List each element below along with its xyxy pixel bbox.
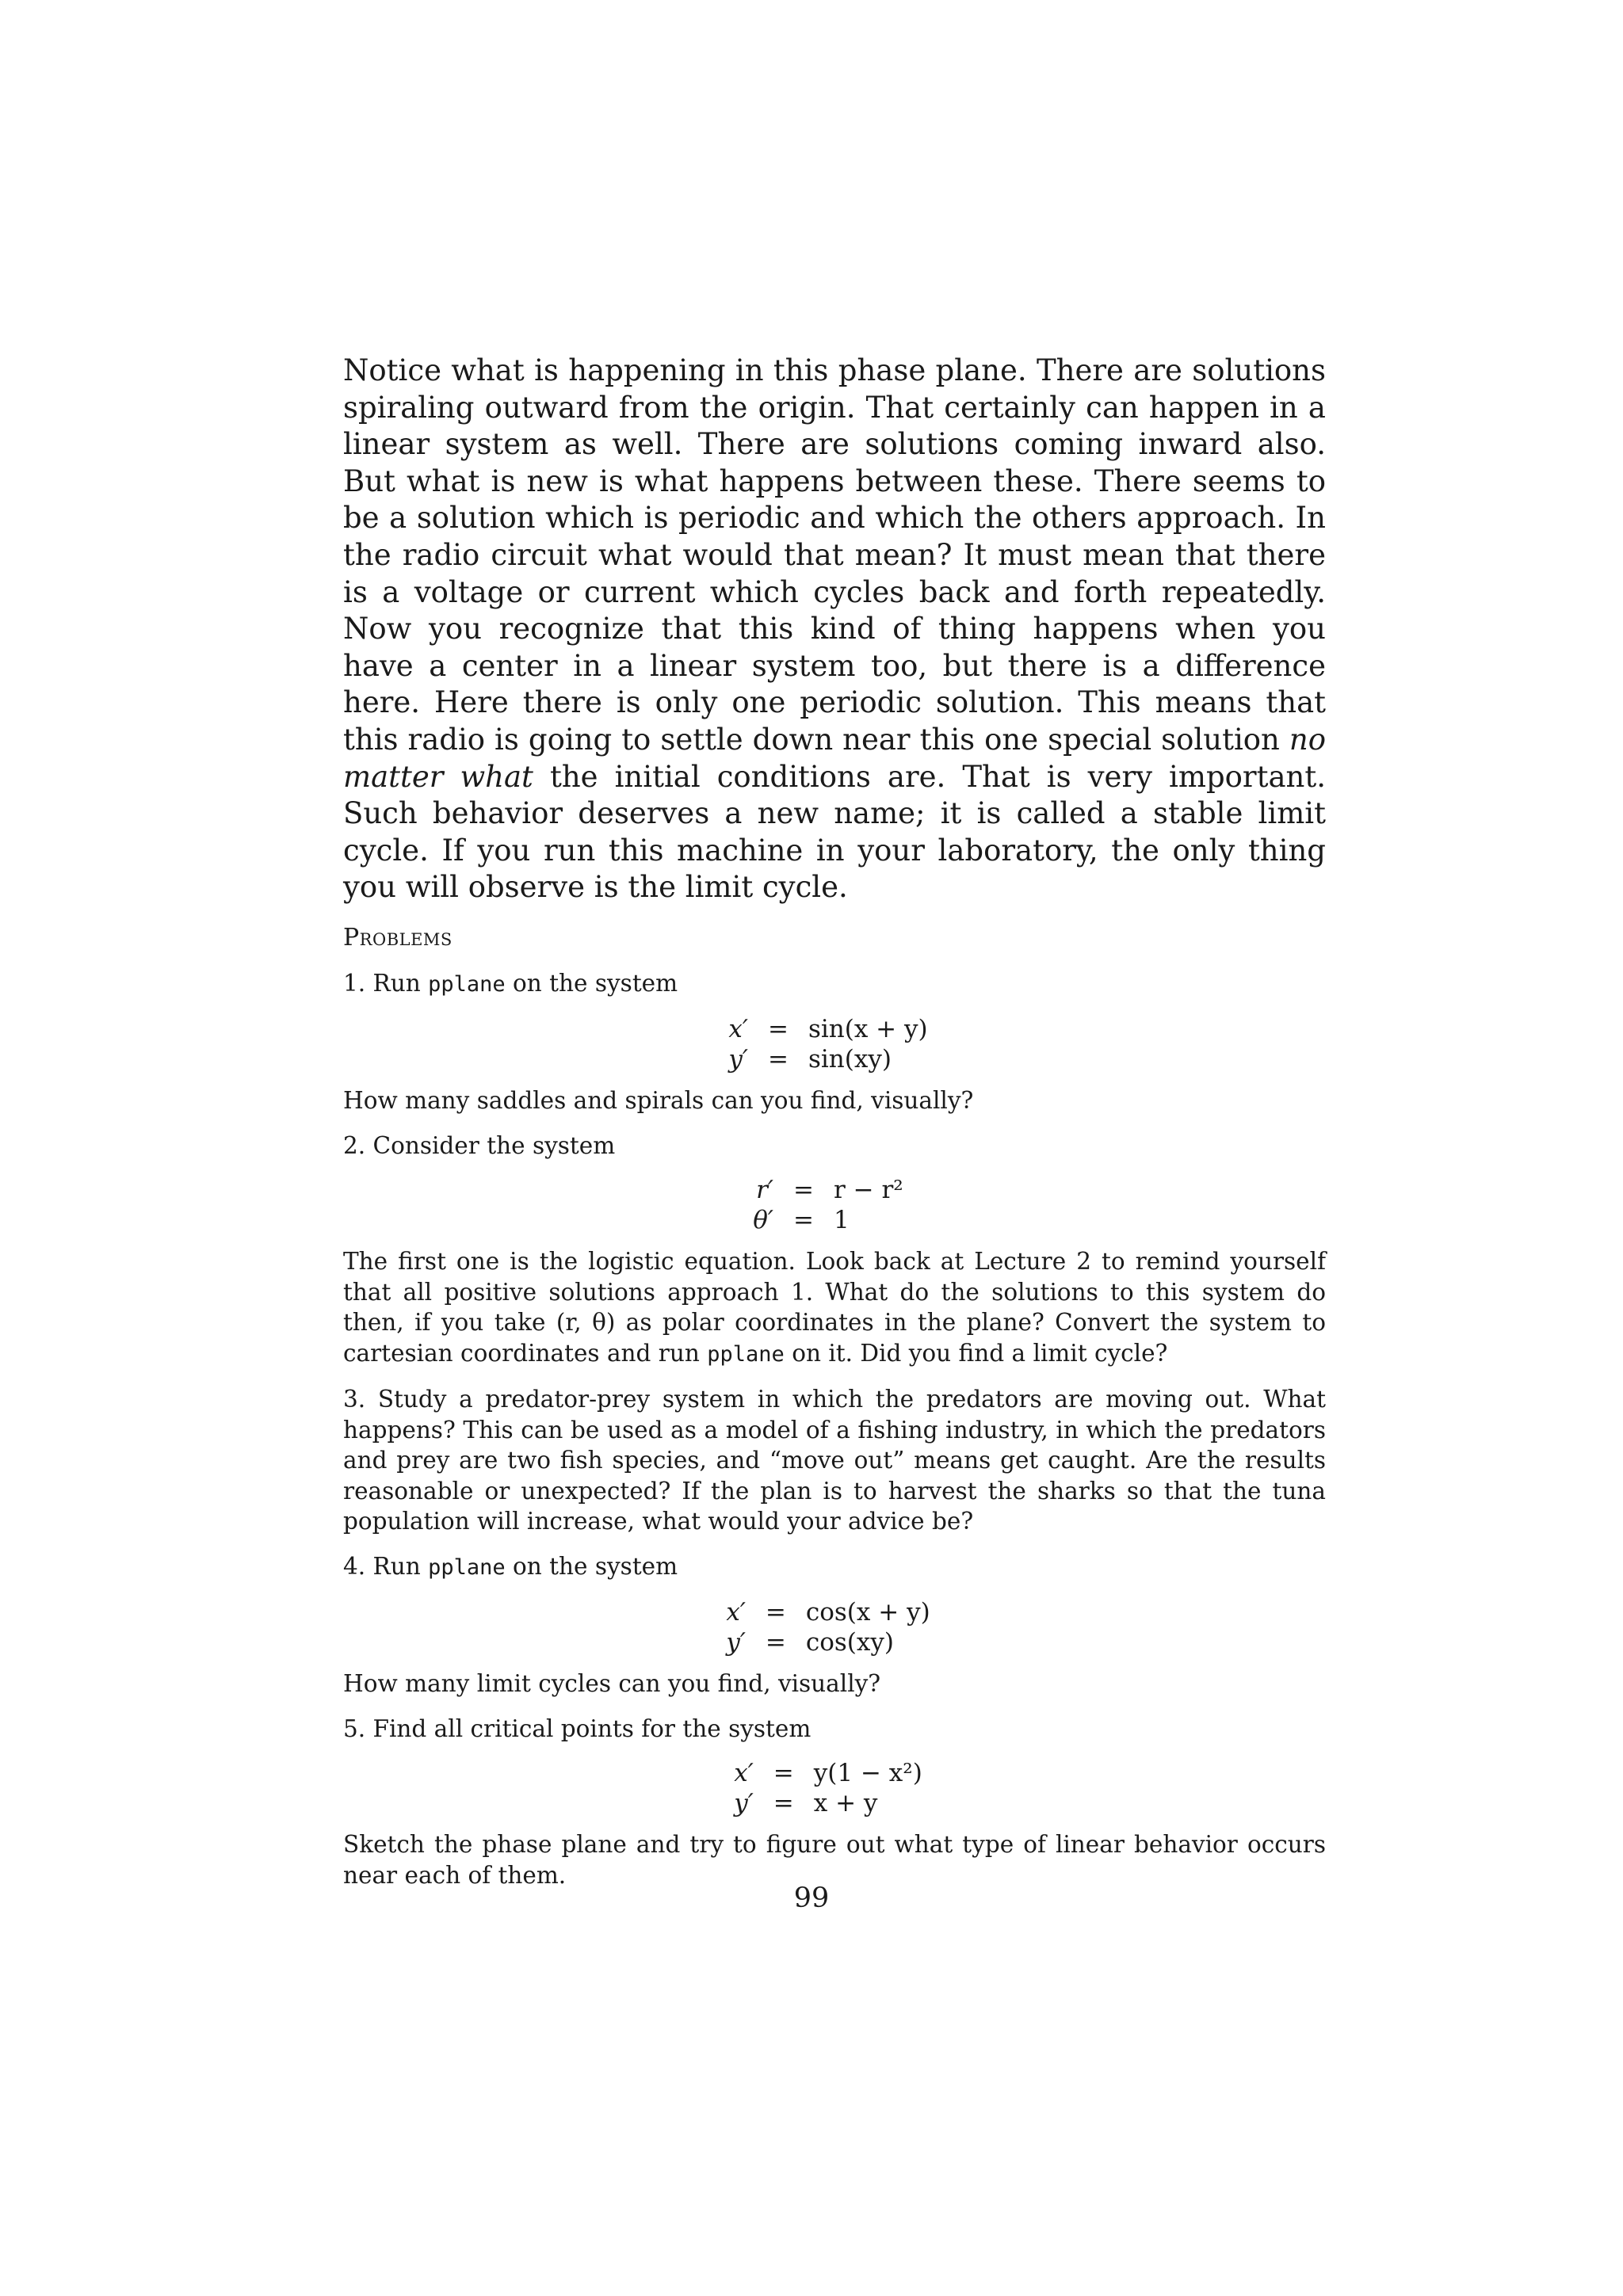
problem-1-question: How many saddles and spirals can you find, visually? bbox=[343, 1087, 974, 1115]
equation-lhs: x′ bbox=[734, 1759, 754, 1788]
problem-2-question bbox=[343, 1246, 1326, 1370]
equation-rhs: y(1 − x²) bbox=[813, 1759, 922, 1788]
equation-rhs: r − r² bbox=[833, 1176, 903, 1205]
equation-rhs: sin(xy) bbox=[808, 1045, 892, 1074]
page-body bbox=[343, 353, 1326, 1905]
equation-lhs: x′ bbox=[726, 1598, 746, 1627]
equation-lhs: y′ bbox=[726, 1628, 746, 1657]
problem-4-intro-prefix: 4. Run bbox=[343, 1552, 429, 1580]
problem-4 bbox=[343, 1551, 1326, 1699]
equation-relation: = bbox=[773, 1759, 794, 1788]
problem-5-question: Sketch the phase plane and try to figure out what type of linear behavior occurs near each of them. bbox=[343, 1831, 1326, 1889]
equation-lhs: y′ bbox=[728, 1045, 748, 1074]
equation-rhs: x + y bbox=[813, 1789, 878, 1818]
problem-4-code: pplane bbox=[428, 1554, 506, 1580]
intro-paragraph bbox=[343, 353, 1326, 906]
problem-1-intro bbox=[343, 968, 1326, 1001]
intro-text-end: the initial conditions are. That is very important. Such behavior deserves a new name; it is called a stable limit cycle. If you run this machine in your laboratory, the only thing you will observe is the limit cycle. bbox=[343, 759, 1327, 905]
problem-5-equations bbox=[734, 1758, 922, 1818]
problem-1-code: pplane bbox=[428, 971, 506, 997]
problem-2-equations bbox=[753, 1175, 903, 1235]
page-number: 99 bbox=[793, 1882, 830, 1914]
problem-5-intro: 5. Find all critical points for the system bbox=[343, 1714, 812, 1742]
problem-1-intro-prefix: 1. Run bbox=[343, 969, 429, 997]
problem-1-equations bbox=[728, 1014, 927, 1074]
equation-lhs: θ′ bbox=[753, 1206, 773, 1235]
equation-relation: = bbox=[765, 1598, 786, 1627]
equation-lhs: x′ bbox=[728, 1015, 748, 1044]
equation-relation: = bbox=[765, 1628, 786, 1657]
equation-relation: = bbox=[773, 1789, 794, 1818]
problem-2 bbox=[343, 1131, 1326, 1371]
intro-text-start: Notice what is happening in this phase plane. There are solutions spiraling outward from the origin. That certainly can happen in a linear system as well. There are solutions coming inward also. But what is new is what happens between these. There seems to be a solution which is periodic and which the others approach. In the radio circuit what would that mean? It must mean that there is a voltage or current which cycles back and forth repeatedly. Now you recognize that this kind of thing happens when you have a center in a linear system too, but there is a difference here. Here there is only one periodic solution. This means that this radio is going to settle down near this one special solution bbox=[343, 353, 1326, 757]
intro-emphasis: no matter what bbox=[343, 722, 1326, 794]
equation-rhs: cos(x + y) bbox=[805, 1598, 930, 1627]
equation-rhs: cos(xy) bbox=[805, 1628, 894, 1657]
equation-relation: = bbox=[767, 1015, 789, 1044]
problem-2-question-prefix: The first one is the logistic equation. Look back at Lecture 2 to remind yourself that all positive solutions approach 1. What do the solutions to this system do then, if you take (r, θ) as polar coordinates in the plane? Convert the system to cartesian coordinates and run bbox=[343, 1248, 1326, 1367]
problem-1 bbox=[343, 968, 1326, 1116]
problem-4-equations bbox=[726, 1597, 930, 1657]
problem-4-question: How many limit cycles can you find, visually? bbox=[343, 1670, 881, 1698]
problems-heading: Problems bbox=[343, 923, 453, 952]
problem-5 bbox=[343, 1714, 1326, 1891]
equation-rhs: 1 bbox=[833, 1206, 850, 1235]
equation-lhs: r′ bbox=[756, 1176, 773, 1205]
equation-relation: = bbox=[767, 1045, 789, 1074]
problem-4-intro-suffix: on the system bbox=[505, 1552, 678, 1580]
problem-3 bbox=[343, 1384, 1326, 1537]
equation-relation: = bbox=[792, 1206, 814, 1235]
problem-2-code: pplane bbox=[707, 1341, 785, 1367]
equation-relation: = bbox=[792, 1176, 814, 1205]
equation-rhs: sin(x + y) bbox=[808, 1015, 928, 1044]
problem-4-intro bbox=[343, 1551, 1326, 1584]
problem-1-intro-suffix: on the system bbox=[505, 969, 678, 997]
problem-3-text: 3. Study a predator-prey system in which the predators are moving out. What happens? This can be used as a model of a fishing industry, in which the predators and prey are two fish species, and “move out” means get caught. Are the results reasonable or unexpected? If the plan is to harvest the sharks so that the tuna population will increase, what would your advice be? bbox=[343, 1386, 1326, 1535]
problem-2-question-suffix: on it. Did you find a limit cycle? bbox=[784, 1339, 1168, 1367]
problem-2-intro: 2. Consider the system bbox=[343, 1131, 616, 1159]
equation-lhs: y′ bbox=[734, 1789, 754, 1818]
